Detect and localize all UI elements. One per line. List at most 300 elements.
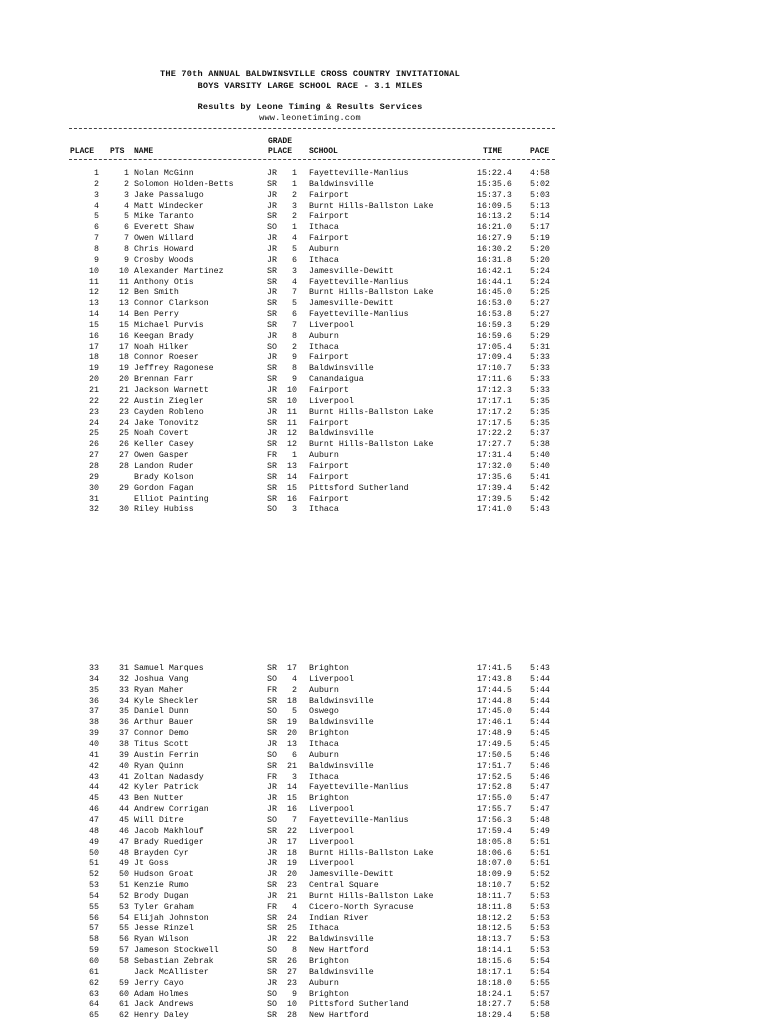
grade-year: JR <box>267 859 277 869</box>
pace-cell: 5:46 <box>530 761 550 771</box>
finish-time: 18:10.7 <box>477 881 512 890</box>
athlete-name: Elliot Painting <box>134 494 209 504</box>
pace-cell: 5:33 <box>530 353 550 363</box>
grade-place-cell: 2 <box>292 212 297 222</box>
place-cell: 51 <box>89 859 99 869</box>
athlete-name: Chris Howard <box>134 244 194 254</box>
race-title: BOYS VARSITY LARGE SCHOOL RACE - 3.1 MILES <box>197 81 423 91</box>
athlete-name: Landon Ruder <box>134 461 194 471</box>
athlete-name: Everett Shaw <box>134 223 194 233</box>
place-cell: 25 <box>89 429 99 439</box>
grade-place-cell: 20 <box>287 870 297 880</box>
finish-time: 17:27.7 <box>477 440 512 450</box>
points-cell: 28 <box>119 461 129 471</box>
points-cell: 35 <box>119 707 129 717</box>
grade-place-cell: 8 <box>292 331 297 341</box>
grade-place-cell: 15 <box>287 794 297 804</box>
pace-cell: 5:43 <box>530 505 550 515</box>
athlete-name: Andrew Corrigan <box>134 805 209 814</box>
grade-place-cell: 15 <box>287 483 297 493</box>
grade-year: SR <box>267 418 277 428</box>
grade-year: JR <box>267 805 277 814</box>
points-cell: 40 <box>119 761 129 771</box>
grade-year: SO <box>267 1000 277 1010</box>
finish-time: 18:13.7 <box>477 935 512 945</box>
place-cell: 39 <box>89 729 99 739</box>
finish-time: 18:27.7 <box>477 1000 512 1010</box>
place-cell: 58 <box>89 935 99 945</box>
finish-time: 17:46.1 <box>477 718 512 728</box>
points-cell: 25 <box>119 429 129 439</box>
school-name: Liverpool <box>309 805 354 814</box>
finish-time: 17:17.1 <box>477 396 512 406</box>
place-cell: 32 <box>89 505 99 515</box>
grade-year: SR <box>267 881 277 890</box>
finish-time: 18:07.0 <box>477 859 512 869</box>
grade-place-cell: 3 <box>292 266 297 276</box>
grade-year: SR <box>267 320 277 330</box>
points-cell: 44 <box>119 805 129 814</box>
place-cell: 7 <box>94 234 99 244</box>
results-by: Results by Leone Timing & Results Services <box>197 102 423 112</box>
finish-time: 17:55.0 <box>477 794 512 804</box>
athlete-name: Mike Taranto <box>134 212 194 222</box>
points-cell: 24 <box>119 418 129 428</box>
grade-place-cell: 20 <box>287 729 297 739</box>
pace-cell: 5:46 <box>530 750 550 760</box>
athlete-name: Ryan Maher <box>134 685 184 695</box>
points-cell: 36 <box>119 718 129 728</box>
grade-year: FR <box>267 772 277 782</box>
athlete-name: Jack McAllister <box>134 967 209 977</box>
grade-year: JR <box>267 386 277 395</box>
pace-cell: 5:53 <box>530 935 550 945</box>
place-cell: 4 <box>94 201 99 211</box>
points-cell: 29 <box>119 483 129 493</box>
grade-place-cell: 5 <box>292 299 297 309</box>
pace-cell: 5:48 <box>530 815 550 825</box>
place-cell: 56 <box>89 913 99 923</box>
grade-place-cell: 7 <box>292 288 297 298</box>
grade-year: SR <box>267 967 277 977</box>
grade-place-cell: 6 <box>292 750 297 760</box>
pace-cell: 5:33 <box>530 364 550 374</box>
grade-year: JR <box>267 190 277 200</box>
athlete-name: Jt Goss <box>134 859 169 869</box>
points-cell: 61 <box>119 1000 129 1010</box>
grade-year: JR <box>267 201 277 211</box>
place-cell: 20 <box>89 375 99 385</box>
finish-time: 17:43.8 <box>477 674 512 684</box>
points-cell: 22 <box>119 396 129 406</box>
school-name: Jamesville-Dewitt <box>309 266 394 276</box>
school-name: Liverpool <box>309 826 354 836</box>
place-cell: 48 <box>89 826 99 836</box>
points-cell: 6 <box>124 223 129 233</box>
athlete-name: Nolan McGinn <box>134 169 194 178</box>
school-name: Pittsford Sutherland <box>309 483 409 493</box>
grade-year: JR <box>267 891 277 901</box>
athlete-name: Sebastian Zebrak <box>134 957 214 966</box>
athlete-name: Brody Dugan <box>134 891 189 901</box>
school-name: Auburn <box>309 451 339 461</box>
place-cell: 65 <box>89 1011 99 1021</box>
points-cell: 4 <box>124 201 129 211</box>
athlete-name: Gordon Fagan <box>134 483 194 493</box>
pace-cell: 5:45 <box>530 729 550 739</box>
grade-place-cell: 9 <box>292 353 297 363</box>
grade-year: SR <box>267 957 277 966</box>
grade-place-cell: 19 <box>287 718 297 728</box>
place-cell: 24 <box>89 418 99 428</box>
finish-time: 16:31.8 <box>477 255 512 265</box>
place-cell: 9 <box>94 255 99 265</box>
col-time: TIME <box>483 147 503 156</box>
finish-time: 16:27.9 <box>477 234 512 244</box>
grade-place-cell: 27 <box>287 967 297 977</box>
grade-year: JR <box>267 407 277 417</box>
athlete-name: Jacob Makhlouf <box>134 826 204 836</box>
place-cell: 41 <box>89 750 99 760</box>
place-cell: 12 <box>89 288 99 298</box>
points-cell: 18 <box>119 353 129 363</box>
school-name: Auburn <box>309 331 339 341</box>
athlete-name: Anthony Otis <box>134 277 194 287</box>
athlete-name: Brady Ruediger <box>134 837 204 847</box>
col-place: PLACE <box>70 147 95 156</box>
pace-cell: 5:20 <box>530 244 550 254</box>
school-name: Brighton <box>309 989 349 999</box>
school-name: Liverpool <box>309 320 354 330</box>
points-cell: 19 <box>119 364 129 374</box>
pace-cell: 5:29 <box>530 320 550 330</box>
grade-year: SO <box>267 750 277 760</box>
athlete-name: Joshua Vang <box>134 674 189 684</box>
pace-cell: 5:33 <box>530 375 550 385</box>
grade-year: JR <box>267 740 277 749</box>
place-cell: 21 <box>89 386 99 395</box>
grade-place-cell: 9 <box>292 989 297 999</box>
grade-place-cell: 8 <box>292 364 297 374</box>
finish-time: 17:55.7 <box>477 805 512 814</box>
athlete-name: Keller Casey <box>134 440 194 450</box>
points-cell: 11 <box>119 277 129 287</box>
col-grade: GRADE <box>268 137 293 146</box>
finish-time: 17:22.2 <box>477 429 512 439</box>
finish-time: 16:59.3 <box>477 320 512 330</box>
place-cell: 10 <box>89 266 99 276</box>
finish-time: 17:35.6 <box>477 472 512 482</box>
grade-year: SR <box>267 494 277 504</box>
finish-time: 17:31.4 <box>477 451 512 461</box>
school-name: Central Square <box>309 881 379 890</box>
grade-place-cell: 10 <box>287 386 297 395</box>
pace-cell: 5:58 <box>530 1011 550 1021</box>
finish-time: 17:48.9 <box>477 729 512 739</box>
athlete-name: Jake Passalugo <box>134 190 204 200</box>
school-name: Ithaca <box>309 505 339 515</box>
grade-year: SR <box>267 375 277 385</box>
school-name: Fayetteville-Manlius <box>309 310 409 319</box>
pace-cell: 5:51 <box>530 848 550 858</box>
points-cell: 8 <box>124 244 129 254</box>
place-cell: 1 <box>94 169 99 178</box>
pace-cell: 5:13 <box>530 201 550 211</box>
finish-time: 16:45.0 <box>477 288 512 298</box>
grade-place-cell: 23 <box>287 881 297 890</box>
grade-place-cell: 26 <box>287 957 297 966</box>
school-name: Fairport <box>309 461 349 471</box>
finish-time: 17:49.5 <box>477 740 512 749</box>
pace-cell: 5:44 <box>530 696 550 706</box>
points-cell: 41 <box>119 772 129 782</box>
col-pace: PACE <box>530 147 550 156</box>
grade-place-cell: 13 <box>287 740 297 749</box>
grade-place-cell: 6 <box>292 255 297 265</box>
pace-cell: 5:02 <box>530 179 550 189</box>
athlete-name: Tyler Graham <box>134 902 194 912</box>
athlete-name: Daniel Dunn <box>134 707 189 717</box>
school-name: Ithaca <box>309 924 339 934</box>
finish-time: 18:11.8 <box>477 902 512 912</box>
athlete-name: Ben Perry <box>134 310 179 319</box>
points-cell: 23 <box>119 407 129 417</box>
grade-place-cell: 28 <box>287 1011 297 1021</box>
pace-cell: 5:58 <box>530 1000 550 1010</box>
grade-year: SR <box>267 472 277 482</box>
points-cell: 31 <box>119 664 129 673</box>
grade-place-cell: 2 <box>292 685 297 695</box>
school-name: Baldwinsville <box>309 429 374 439</box>
grade-place-cell: 2 <box>292 190 297 200</box>
top-divider <box>69 128 555 129</box>
athlete-name: Brady Kolson <box>134 472 194 482</box>
pace-cell: 4:58 <box>530 169 550 178</box>
points-cell: 37 <box>119 729 129 739</box>
grade-place-cell: 9 <box>292 375 297 385</box>
finish-time: 18:24.1 <box>477 989 512 999</box>
pace-cell: 5:29 <box>530 331 550 341</box>
grade-place-cell: 8 <box>292 946 297 956</box>
school-name: Auburn <box>309 750 339 760</box>
grade-year: JR <box>267 169 277 178</box>
pace-cell: 5:47 <box>530 805 550 814</box>
school-name: Fairport <box>309 418 349 428</box>
points-cell: 12 <box>119 288 129 298</box>
place-cell: 52 <box>89 870 99 880</box>
grade-place-cell: 12 <box>287 440 297 450</box>
col-school: SCHOOL <box>309 147 338 156</box>
pace-cell: 5:35 <box>530 418 550 428</box>
grade-year: SO <box>267 674 277 684</box>
athlete-name: Solomon Holden-Betts <box>134 179 234 189</box>
finish-time: 17:39.4 <box>477 483 512 493</box>
school-name: New Hartford <box>309 946 369 956</box>
grade-year: SO <box>267 989 277 999</box>
athlete-name: Keegan Brady <box>134 331 194 341</box>
points-cell: 49 <box>119 859 129 869</box>
grade-year: SR <box>267 461 277 471</box>
points-cell: 17 <box>119 342 129 352</box>
place-cell: 46 <box>89 805 99 814</box>
points-cell: 56 <box>119 935 129 945</box>
pace-cell: 5:53 <box>530 924 550 934</box>
grade-year: JR <box>267 837 277 847</box>
points-cell: 32 <box>119 674 129 684</box>
school-name: Burnt Hills-Ballston Lake <box>309 201 434 211</box>
place-cell: 15 <box>89 320 99 330</box>
place-cell: 28 <box>89 461 99 471</box>
athlete-name: Jerry Cayo <box>134 978 184 988</box>
place-cell: 36 <box>89 696 99 706</box>
pace-cell: 5:51 <box>530 859 550 869</box>
grade-year: FR <box>267 451 277 461</box>
finish-time: 17:51.7 <box>477 761 512 771</box>
points-cell: 1 <box>124 169 129 178</box>
grade-year: SR <box>267 664 277 673</box>
pace-cell: 5:38 <box>530 440 550 450</box>
pace-cell: 5:53 <box>530 891 550 901</box>
athlete-name: Matt Windecker <box>134 201 204 211</box>
place-cell: 5 <box>94 212 99 222</box>
grade-place-cell: 11 <box>287 418 297 428</box>
website-link[interactable]: www.leonetiming.com <box>259 113 361 123</box>
grade-place-cell: 16 <box>287 805 297 814</box>
place-cell: 40 <box>89 740 99 749</box>
school-name: Baldwinsville <box>309 761 374 771</box>
pace-cell: 5:47 <box>530 794 550 804</box>
grade-year: FR <box>267 685 277 695</box>
grade-place-cell: 24 <box>287 913 297 923</box>
grade-place-cell: 21 <box>287 891 297 901</box>
athlete-name: Riley Hubiss <box>134 505 194 515</box>
finish-time: 17:12.3 <box>477 386 512 395</box>
school-name: Fairport <box>309 190 349 200</box>
grade-place-cell: 10 <box>287 396 297 406</box>
grade-year: SR <box>267 826 277 836</box>
school-name: Fairport <box>309 234 349 244</box>
pace-cell: 5:03 <box>530 190 550 200</box>
grade-place-cell: 22 <box>287 826 297 836</box>
place-cell: 62 <box>89 978 99 988</box>
grade-year: SR <box>267 913 277 923</box>
grade-year: SR <box>267 696 277 706</box>
points-cell: 39 <box>119 750 129 760</box>
place-cell: 29 <box>89 472 99 482</box>
points-cell: 43 <box>119 794 129 804</box>
pace-cell: 5:20 <box>530 255 550 265</box>
grade-year: SR <box>267 1011 277 1021</box>
points-cell: 51 <box>119 881 129 890</box>
pace-cell: 5:43 <box>530 664 550 673</box>
athlete-name: Austin Ziegler <box>134 396 204 406</box>
grade-year: SO <box>267 223 277 233</box>
athlete-name: Jeffrey Ragonese <box>134 364 214 374</box>
points-cell: 15 <box>119 320 129 330</box>
school-name: New Hartford <box>309 1011 369 1021</box>
pace-cell: 5:44 <box>530 685 550 695</box>
points-cell: 62 <box>119 1011 129 1021</box>
finish-time: 17:45.0 <box>477 707 512 717</box>
grade-place-cell: 3 <box>292 772 297 782</box>
grade-place-cell: 4 <box>292 234 297 244</box>
place-cell: 17 <box>89 342 99 352</box>
pace-cell: 5:54 <box>530 967 550 977</box>
place-cell: 44 <box>89 783 99 793</box>
pace-cell: 5:49 <box>530 826 550 836</box>
pace-cell: 5:54 <box>530 957 550 966</box>
grade-year: JR <box>267 870 277 880</box>
header-divider <box>69 159 555 160</box>
school-name: Pittsford Sutherland <box>309 1000 409 1010</box>
grade-place-cell: 3 <box>292 201 297 211</box>
grade-year: FR <box>267 902 277 912</box>
grade-place-cell: 21 <box>287 761 297 771</box>
place-cell: 50 <box>89 848 99 858</box>
points-cell: 59 <box>119 978 129 988</box>
place-cell: 18 <box>89 353 99 363</box>
pace-cell: 5:14 <box>530 212 550 222</box>
pace-cell: 5:19 <box>530 234 550 244</box>
grade-year: JR <box>267 848 277 858</box>
grade-year: SR <box>267 729 277 739</box>
athlete-name: Brennan Farr <box>134 375 194 385</box>
points-cell: 27 <box>119 451 129 461</box>
school-name: Canandaigua <box>309 375 364 385</box>
athlete-name: Samuel Marques <box>134 664 204 673</box>
points-cell: 30 <box>119 505 129 515</box>
school-name: Baldwinsville <box>309 179 374 189</box>
points-cell: 58 <box>119 957 129 966</box>
finish-time: 18:12.5 <box>477 924 512 934</box>
school-name: Ithaca <box>309 772 339 782</box>
grade-place-cell: 25 <box>287 924 297 934</box>
finish-time: 16:21.0 <box>477 223 512 233</box>
col-name: NAME <box>134 147 154 156</box>
finish-time: 16:30.2 <box>477 244 512 254</box>
school-name: Fairport <box>309 472 349 482</box>
pace-cell: 5:53 <box>530 913 550 923</box>
points-cell: 50 <box>119 870 129 880</box>
place-cell: 14 <box>89 310 99 319</box>
grade-place-cell: 12 <box>287 429 297 439</box>
school-name: Jamesville-Dewitt <box>309 299 394 309</box>
finish-time: 16:53.8 <box>477 310 512 319</box>
grade-place-cell: 18 <box>287 848 297 858</box>
finish-time: 17:10.7 <box>477 364 512 374</box>
grade-year: SR <box>267 310 277 319</box>
athlete-name: Titus Scott <box>134 740 189 749</box>
points-cell: 16 <box>119 331 129 341</box>
place-cell: 60 <box>89 957 99 966</box>
athlete-name: Jameson Stockwell <box>134 946 219 956</box>
grade-year: JR <box>267 353 277 363</box>
points-cell: 10 <box>119 266 129 276</box>
points-cell: 47 <box>119 837 129 847</box>
finish-time: 16:09.5 <box>477 201 512 211</box>
grade-year: SO <box>267 707 277 717</box>
points-cell: 53 <box>119 902 129 912</box>
grade-year: JR <box>267 429 277 439</box>
place-cell: 3 <box>94 190 99 200</box>
school-name: Burnt Hills-Ballston Lake <box>309 407 434 417</box>
points-cell: 20 <box>119 375 129 385</box>
grade-place-cell: 16 <box>287 494 297 504</box>
place-cell: 31 <box>89 494 99 504</box>
athlete-name: Henry Daley <box>134 1011 189 1021</box>
place-cell: 43 <box>89 772 99 782</box>
points-cell: 57 <box>119 946 129 956</box>
